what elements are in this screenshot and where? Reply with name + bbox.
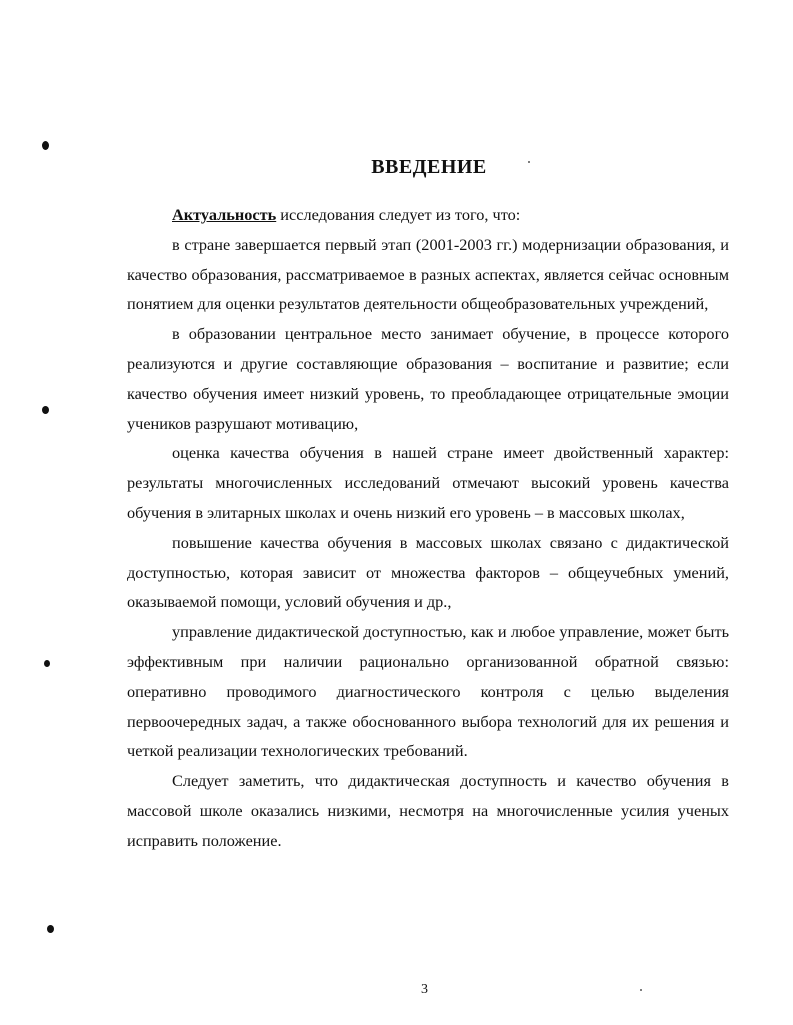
page-title: ВВЕДЕНИЕ <box>371 156 487 178</box>
intro-line <box>127 200 729 230</box>
punch-mark-4 <box>47 925 54 933</box>
intro-rest: исследования следует из того, что: <box>276 205 521 224</box>
document-body <box>127 200 729 856</box>
paragraph-4: повышение качества обучения в массовых школах связано с дидактической доступностью, которая зависит от множества факторов – общеучебных умений, оказываемой помощи, условий обучения и др., <box>127 532 729 612</box>
punch-mark-1 <box>42 141 49 150</box>
paragraph-2: в образовании центральное место занимает обучение, в процессе которого реализуются и другие составляющие образования – воспитание и развитие; если качество обучения имеет низкий уровень, то преобладающее отрицательные эмоции учеников разрушают мотивацию, <box>127 324 729 433</box>
paragraph-3: оценка качества обучения в нашей стране имеет двойственный характер: результаты многочисленных исследований отмечают высокий уровень качества обучения в элитарных школах и очень низкий его уровень – в массовых школах, <box>127 443 729 522</box>
page-number: 3 <box>421 982 428 997</box>
paragraph-6: Следует заметить, что дидактическая доступность и качество обучения в массовой школе оказались низкими, несмотря на многочисленные усилия ученых исправить положение. <box>127 771 729 850</box>
intro-emphasis: Актуальность <box>172 205 277 224</box>
punch-mark-3 <box>44 660 50 667</box>
punch-mark-2 <box>42 406 49 414</box>
paragraph-5: управление дидактической доступностью, как и любое управление, может быть эффективным при наличии рационально организованной обратной связью: оперативно проводимого диагностического контроля с целью выделения первоочередных задач, а также обоснованного выбора технологий для их решения и четкой реализации технологических требований. <box>127 622 729 761</box>
paragraph-1: в стране завершается первый этап (2001-2003 гг.) модернизации образования, и качество образования, рассматриваемое в разных аспектах, является сейчас основным понятием для оценки результатов деятельности общеобразовательных учреждений, <box>127 234 729 314</box>
